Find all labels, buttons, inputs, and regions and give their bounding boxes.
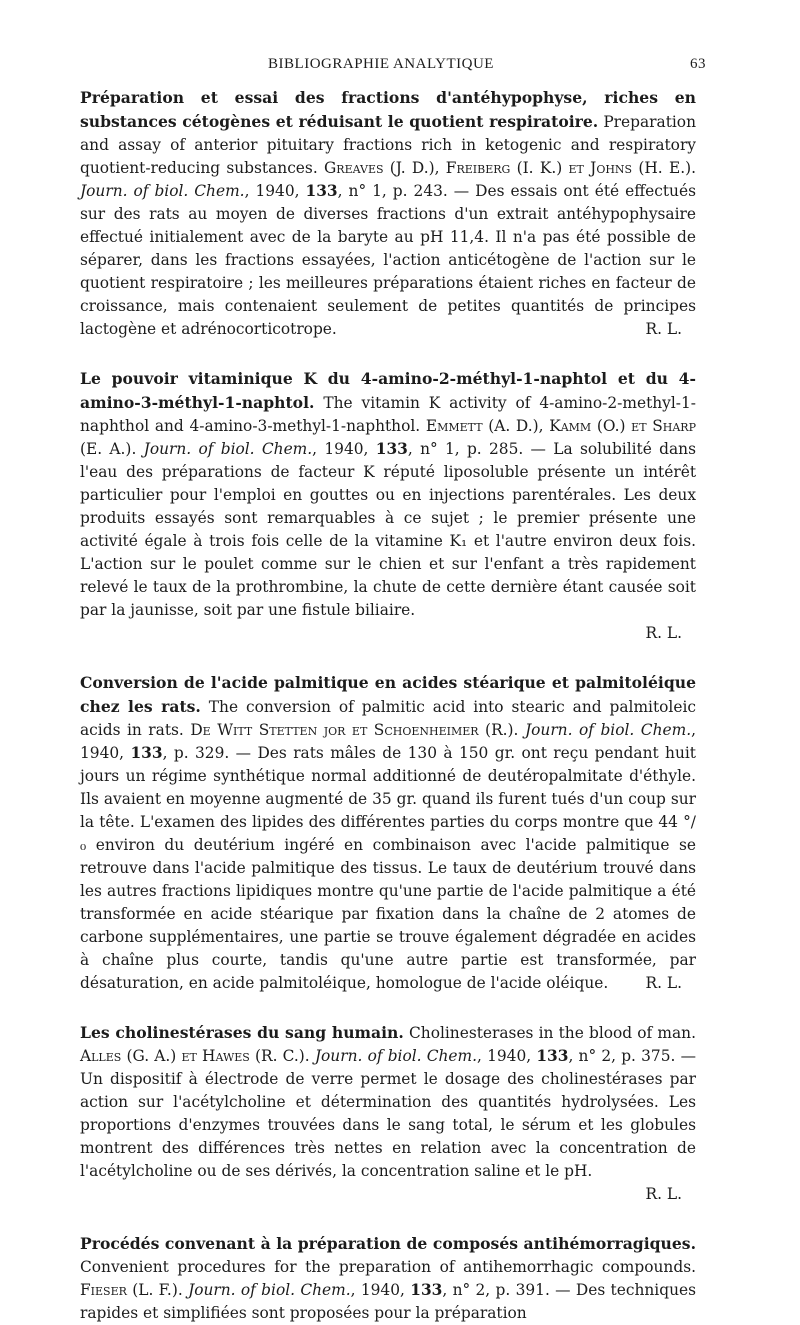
entry-year: , 1940, [80, 721, 696, 762]
entry-initials: R. L. [645, 974, 682, 992]
entry-english-title: Preparation and assay of anterior pituitary fractions rich in ketogenic and respiratory quotient-reducing substances. [80, 113, 696, 177]
page-number: 63 [690, 56, 706, 72]
entry-issue: , n° 2, p. 391. — [442, 1281, 576, 1299]
entry-english-title: Cholinesterases in the blood of man. [409, 1024, 696, 1042]
entry-english-title: The conversion of palmitic acid into stearic and palmitoleic acids in rats. [80, 698, 696, 739]
entry-journal: Journ. of biol. Chem. [143, 440, 313, 458]
entry-french-title: Procédés convenant à la préparation de composés antihémorragiques. [80, 1234, 696, 1253]
entry-body: Un dispositif à électrode de verre permet le dosage des cholinestérases par action sur l'acétylcholine et détermination des quantités hydrolysées. Les proportions d'enzymes trouvées dans le sang total, le sérum et les globules montrent des différences très nettes en relation avec la concentration de l'acétylcholine ou de ses dérivés, la concentration saline et le pH. [80, 1070, 696, 1180]
entry-body: La solubilité dans l'eau des préparations de facteur K réputé liposoluble présente un intérêt particulier pour l'emploi en gouttes ou en injections parentérales. Les deux produits essayés sont remarquables à ce sujet ; le premier présente une activité égale à trois fois celle de la vitamine K₁ et l'autre environ deux fois. L'action sur le poulet comme sur le chien et sur l'enfant a très rapidement relevé le taux de la prothrombine, la chute de cette dernière étant causée soit par la jaunisse, soit par une fistule biliaire. [80, 440, 696, 619]
entry-english-title: The vitamin K activity of 4-amino-2-methyl-1-naphthol and 4-amino-3-methyl-1-naphthol. [80, 394, 696, 435]
entry-french-title: Les cholinestérases du sang humain. [80, 1023, 404, 1042]
entry-issue: , n° 2, p. 375. — [568, 1047, 696, 1065]
entry-french-title: Préparation et essai des fractions d'antéhypophyse, riches en substances cétogènes et réduisant le quotient respiratoire. [80, 88, 696, 131]
entry-journal: Journ. of biol. Chem. [80, 182, 245, 200]
entry-authors: Alles (G. A.) et Hawes (R. C.). [80, 1047, 310, 1065]
entry-body: Des techniques rapides et simplifiées sont proposées pour la préparation [80, 1281, 696, 1322]
entry-issue: , n° 1, p. 243. — [337, 182, 476, 200]
entry-year: , 1940, [244, 182, 306, 200]
entry-french-title: Le pouvoir vitaminique K du 4-amino-2-méthyl-1-naphtol et du 4-amino-3-méthyl-1-naphtol. [80, 369, 696, 412]
entry-journal: Journ. of biol. Chem. [524, 721, 692, 739]
entry-authors: De Witt Stetten jor et Schoenheimer (R.). [190, 721, 519, 739]
abstract-entry-1 [80, 86, 696, 341]
entry-issue: , n° 1, p. 285. — [407, 440, 554, 458]
entry-year: , 1940, [350, 1281, 411, 1299]
entry-authors: Greaves (J. D.), Freiberg (I. K.) et Johns (H. E.). [324, 159, 696, 177]
entry-initials: R. L. [645, 320, 682, 338]
entry-volume: 133 [536, 1047, 569, 1065]
entry-authors: Emmett (A. D.), Kamm (O.) et Sharp (E. A.). [80, 417, 696, 458]
entry-year: , 1940, [477, 1047, 537, 1065]
entry-initials: R. L. [645, 624, 682, 642]
entry-volume: 133 [410, 1281, 443, 1299]
entry-volume: 133 [375, 440, 408, 458]
abstract-entry-5 [80, 1232, 696, 1325]
entry-initials: R. L. [645, 1185, 682, 1203]
running-head-title: BIBLIOGRAPHIE ANALYTIQUE [268, 56, 494, 72]
entry-issue: , p. 329. — [162, 744, 258, 762]
entry-french-title: Conversion de l'acide palmitique en acides stéarique et palmitoléique chez les rats. [80, 673, 696, 716]
entry-journal: Journ. of biol. Chem. [188, 1281, 351, 1299]
entry-year: , 1940, [312, 440, 376, 458]
entry-body: Des essais ont été effectués sur des rats au moyen de diverses fractions d'un extrait antéhypophysaire effectué initialement avec de la baryte au pH 11,4. Il n'a pas été possible de séparer, dans les fractions essayées, l'action anticétogène de l'action sur le quotient respiratoire ; les meilleures préparations étaient riches en facteur de croissance, mais contenaient seulement de petites quantités de principes lactogène et adrénocorticotrope. [80, 182, 696, 338]
entry-journal: Journ. of biol. Chem. [314, 1047, 478, 1065]
entry-volume: 133 [305, 182, 338, 200]
running-head [80, 56, 706, 86]
entry-volume: 133 [130, 744, 163, 762]
entry-authors: Fieser (L. F.). [80, 1281, 183, 1299]
abstract-entry-3 [80, 671, 696, 995]
abstract-entry-2 [80, 367, 696, 645]
abstract-entry-4 [80, 1021, 696, 1206]
entry-body: Des rats mâles de 130 à 150 gr. ont reçu pendant huit jours un régime synthétique normal additionné de deutéropalmitate d'éthyle. Ils avaient en moyenne augmenté de 35 gr. quand ils furent tués d'un coup sur la tête. L'examen des lipides des différentes parties du corps montre que 44 °/₀ environ du deutérium ingéré en combinaison avec l'acide palmitique se retrouve dans l'acide palmitique des tissus. Le taux de deutérium trouvé dans les autres fractions lipidiques montre qu'une partie de l'acide palmitique a été transformée en acide stéarique par fixation dans la chaîne de 2 atomes de carbone supplémentaires, une partie se trouve également dégradée en acides à chaîne plus courte, tandis qu'une autre partie est transformée, par désaturation, en acide palmitoléique, homologue de l'acide oléique. [80, 744, 696, 992]
entry-english-title: Convenient procedures for the preparation of antihemorrhagic compounds. [80, 1258, 696, 1276]
